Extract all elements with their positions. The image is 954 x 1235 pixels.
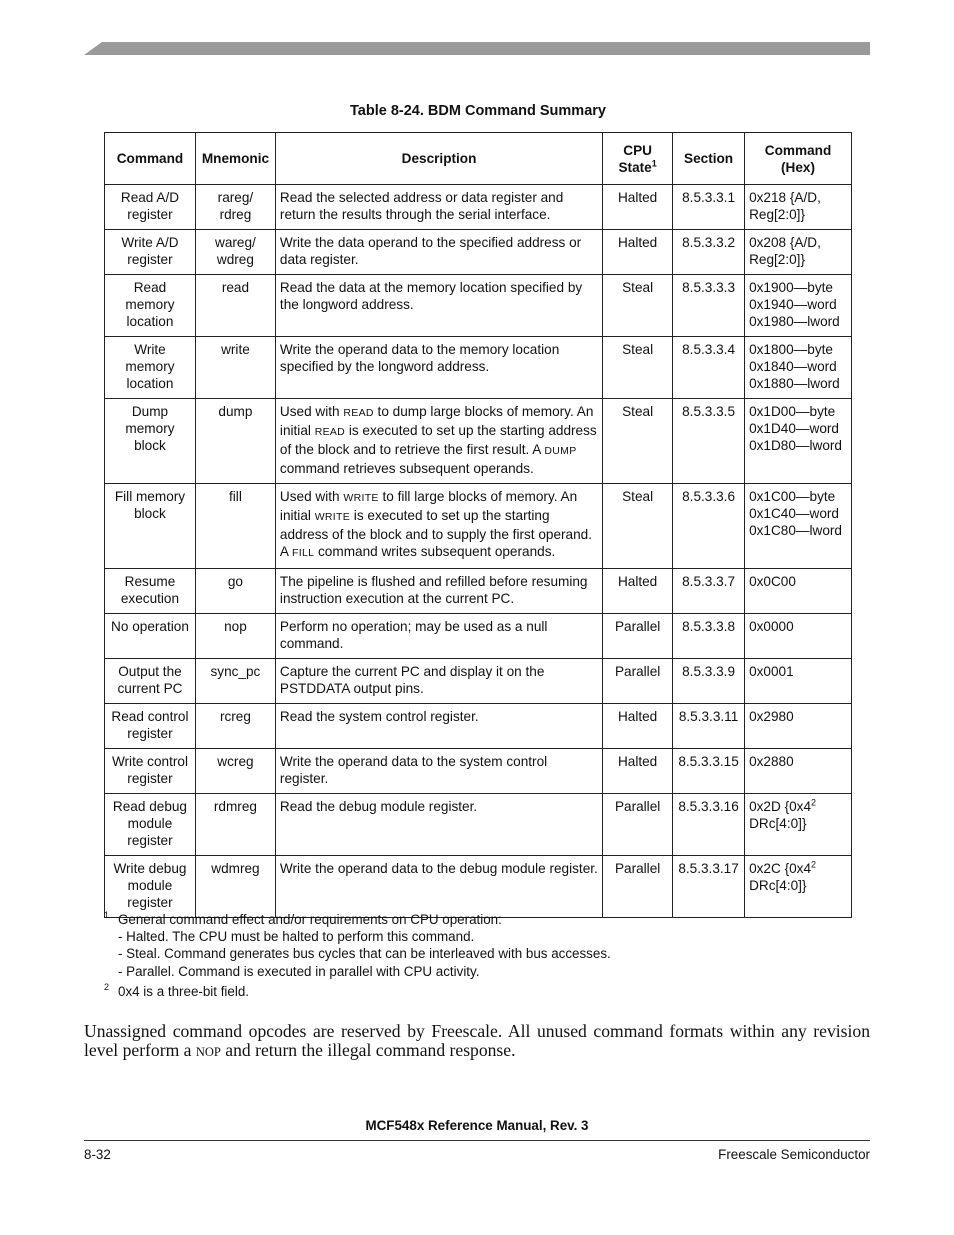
description-text: to fill large blocks of memory. An initial bbox=[279, 489, 578, 523]
cell-cpu-state: Halted bbox=[603, 704, 673, 749]
small-caps-mnemonic: WRITE bbox=[343, 492, 379, 504]
small-caps-mnemonic: DUMP bbox=[544, 445, 577, 457]
cell-hex bbox=[745, 659, 852, 704]
hex-line bbox=[749, 505, 847, 522]
hex-text: 0x1C40—word bbox=[749, 506, 839, 521]
cell-section: 8.5.3.3.16 bbox=[673, 794, 745, 856]
bdm-command-table bbox=[104, 132, 852, 918]
table-row bbox=[105, 230, 852, 275]
description-text: is executed to set up the starting address of the block and to retrieve the first result. A bbox=[279, 423, 597, 457]
table-row bbox=[105, 749, 852, 794]
cell-mnemonic: wcreg bbox=[195, 749, 275, 794]
hex-text: 0x1D80—lword bbox=[749, 438, 842, 453]
cell-section: 8.5.3.3.3 bbox=[673, 275, 745, 337]
description-text: to dump large blocks of memory. An initial bbox=[279, 404, 594, 438]
table-row bbox=[105, 484, 852, 569]
hex-line bbox=[749, 708, 847, 725]
cell-cpu-state: Steal bbox=[603, 337, 673, 399]
cell-mnemonic: write bbox=[195, 337, 275, 399]
table-row bbox=[105, 399, 852, 484]
hex-text: 0x0000 bbox=[749, 619, 794, 634]
table-row bbox=[105, 185, 852, 230]
footnote-mark: 2 bbox=[104, 981, 110, 992]
table-row bbox=[105, 794, 852, 856]
cell-mnemonic: wdmreg bbox=[195, 856, 275, 918]
cell-section: 8.5.3.3.11 bbox=[673, 704, 745, 749]
cell-section: 8.5.3.3.4 bbox=[673, 337, 745, 399]
hex-text: 0x1D40—word bbox=[749, 421, 839, 436]
hex-line bbox=[749, 341, 847, 358]
footnote-subitem: - Parallel. Command is executed in parallel with CPU activity. bbox=[118, 963, 480, 979]
hex-text: 0x1C80—lword bbox=[749, 523, 842, 538]
hex-text: DRc[4:0]} bbox=[749, 816, 807, 831]
cell-description: Write the data operand to the specified address or data register. bbox=[275, 230, 602, 275]
hex-line bbox=[749, 234, 847, 268]
footnote-ref-2: 2 bbox=[811, 859, 817, 870]
cell-mnemonic: rareg/ rdreg bbox=[195, 185, 275, 230]
description-text: is executed to set up the starting address of the block and to supply the first operand. A bbox=[279, 508, 593, 559]
cell-cpu-state: Parallel bbox=[603, 856, 673, 918]
hex-text: 0x1C00—byte bbox=[749, 489, 836, 504]
hex-line bbox=[749, 189, 847, 223]
nop-mnemonic: NOP bbox=[195, 1045, 221, 1059]
cell-cpu-state: Halted bbox=[603, 185, 673, 230]
cell-command: Read memory location bbox=[105, 275, 196, 337]
footnote-mark: 1 bbox=[104, 910, 110, 920]
hex-line bbox=[749, 403, 847, 420]
footnote-ref-1: 1 bbox=[651, 157, 657, 168]
small-caps-mnemonic: READ bbox=[343, 407, 374, 419]
cell-cpu-state: Steal bbox=[603, 484, 673, 569]
cell-section: 8.5.3.3.17 bbox=[673, 856, 745, 918]
cell-hex bbox=[745, 614, 852, 659]
hex-line bbox=[749, 798, 847, 815]
hex-text: 0x218 {A/D, Reg[2:0]} bbox=[749, 190, 821, 222]
cell-mnemonic: fill bbox=[195, 484, 275, 569]
hex-text: 0x2880 bbox=[749, 754, 794, 769]
cell-section: 8.5.3.3.15 bbox=[673, 749, 745, 794]
table-row bbox=[105, 704, 852, 749]
cell-description bbox=[275, 399, 602, 484]
header-cpu-state bbox=[603, 133, 673, 185]
hex-text: DRc[4:0]} bbox=[749, 878, 807, 893]
hex-line bbox=[749, 815, 847, 832]
cell-cpu-state: Parallel bbox=[603, 659, 673, 704]
description-text: command retrieves subsequent operands. bbox=[279, 461, 534, 476]
cell-section: 8.5.3.3.6 bbox=[673, 484, 745, 569]
cell-description: Write the operand data to the debug module register. bbox=[275, 856, 602, 918]
footnote-ref-2: 2 bbox=[811, 797, 817, 808]
table-footnotes bbox=[104, 911, 611, 1000]
cell-mnemonic: sync_pc bbox=[195, 659, 275, 704]
hex-line bbox=[749, 296, 847, 313]
hex-text: 0x1900—byte bbox=[749, 280, 833, 295]
hex-line bbox=[749, 358, 847, 375]
hex-text: 0x2C {0x4 bbox=[749, 861, 812, 876]
cell-hex bbox=[745, 794, 852, 856]
header-hex: Command (Hex) bbox=[745, 133, 852, 185]
hex-text: 0x0C00 bbox=[749, 574, 796, 589]
cell-hex bbox=[745, 856, 852, 918]
table-header-row bbox=[105, 133, 852, 185]
cell-description: Capture the current PC and display it on the PSTDDATA output pins. bbox=[275, 659, 602, 704]
header-mnemonic: Mnemonic bbox=[195, 133, 275, 185]
description-text: command writes subsequent operands. bbox=[314, 544, 556, 559]
cell-mnemonic: rdmreg bbox=[195, 794, 275, 856]
cell-description: Read the data at the memory location specified by the longword address. bbox=[275, 275, 602, 337]
table-row bbox=[105, 659, 852, 704]
cell-description: Write the operand data to the memory location specified by the longword address. bbox=[275, 337, 602, 399]
table-row bbox=[105, 275, 852, 337]
cell-cpu-state: Steal bbox=[603, 275, 673, 337]
hex-text: 0x1800—byte bbox=[749, 342, 833, 357]
cell-cpu-state: Parallel bbox=[603, 794, 673, 856]
cell-command: Resume execution bbox=[105, 569, 196, 614]
cell-cpu-state: Halted bbox=[603, 569, 673, 614]
cell-hex bbox=[745, 749, 852, 794]
cell-command: Fill memory block bbox=[105, 484, 196, 569]
hex-line bbox=[749, 420, 847, 437]
footnote-text: 0x4 is a three-bit field. bbox=[118, 983, 249, 999]
footnote bbox=[104, 911, 611, 980]
cell-command: Write A/D register bbox=[105, 230, 196, 275]
hex-line bbox=[749, 375, 847, 392]
hex-line bbox=[749, 663, 847, 680]
cell-hex bbox=[745, 337, 852, 399]
header-cpu-state-label: CPU State bbox=[618, 142, 652, 175]
hex-text: 0x1980—lword bbox=[749, 314, 840, 329]
cell-command: Read A/D register bbox=[105, 185, 196, 230]
cell-section: 8.5.3.3.5 bbox=[673, 399, 745, 484]
cell-mnemonic: read bbox=[195, 275, 275, 337]
table-row bbox=[105, 337, 852, 399]
company-name: Freescale Semiconductor bbox=[718, 1147, 870, 1162]
cell-mnemonic: wareg/ wdreg bbox=[195, 230, 275, 275]
table-row bbox=[105, 856, 852, 918]
hex-line bbox=[749, 488, 847, 505]
cell-command: Read control register bbox=[105, 704, 196, 749]
cell-hex bbox=[745, 484, 852, 569]
cell-cpu-state: Steal bbox=[603, 399, 673, 484]
cell-description: Write the operand data to the system control register. bbox=[275, 749, 602, 794]
cell-mnemonic: rcreg bbox=[195, 704, 275, 749]
small-caps-mnemonic: READ bbox=[314, 426, 346, 438]
small-caps-mnemonic: FILL bbox=[292, 547, 315, 559]
footnote-text: General command effect and/or requirements on CPU operation: bbox=[118, 912, 502, 927]
hex-text: 0x208 {A/D, Reg[2:0]} bbox=[749, 235, 821, 267]
cell-mnemonic: nop bbox=[195, 614, 275, 659]
hex-text: 0x1940—word bbox=[749, 297, 837, 312]
header-section: Section bbox=[673, 133, 745, 185]
cell-hex bbox=[745, 185, 852, 230]
cell-description: Perform no operation; may be used as a null command. bbox=[275, 614, 602, 659]
hex-text: 0x1D00—byte bbox=[749, 404, 836, 419]
cell-hex bbox=[745, 569, 852, 614]
cell-description: Read the selected address or data register and return the results through the serial interface. bbox=[275, 185, 602, 230]
cell-mnemonic: go bbox=[195, 569, 275, 614]
cell-command: Write memory location bbox=[105, 337, 196, 399]
description-text: Used with bbox=[279, 489, 344, 504]
footnote-subitem: - Halted. The CPU must be halted to perform this command. bbox=[118, 929, 475, 945]
footer-divider bbox=[84, 1140, 870, 1141]
cell-cpu-state: Halted bbox=[603, 749, 673, 794]
cell-section: 8.5.3.3.2 bbox=[673, 230, 745, 275]
table-row bbox=[105, 614, 852, 659]
paragraph-text-before: Unassigned command opcodes are reserved by Freescale. All unused command formats within any revision level perform a bbox=[84, 1021, 870, 1060]
cell-command: Output the current PC bbox=[105, 659, 196, 704]
cell-section: 8.5.3.3.8 bbox=[673, 614, 745, 659]
hex-line bbox=[749, 860, 847, 877]
hex-text: 0x0001 bbox=[749, 664, 794, 679]
cell-description: Read the system control register. bbox=[275, 704, 602, 749]
footnote bbox=[104, 983, 611, 1000]
hex-text: 0x2980 bbox=[749, 709, 794, 724]
cell-cpu-state: Parallel bbox=[603, 614, 673, 659]
header-description: Description bbox=[275, 133, 602, 185]
cell-cpu-state: Halted bbox=[603, 230, 673, 275]
header-command: Command bbox=[105, 133, 196, 185]
cell-hex bbox=[745, 230, 852, 275]
cell-command: Read debug module register bbox=[105, 794, 196, 856]
cell-section: 8.5.3.3.7 bbox=[673, 569, 745, 614]
page-number: 8-32 bbox=[84, 1147, 111, 1162]
body-paragraph bbox=[84, 1022, 870, 1062]
hex-line bbox=[749, 877, 847, 894]
cell-command: Write control register bbox=[105, 749, 196, 794]
cell-mnemonic: dump bbox=[195, 399, 275, 484]
header-bar bbox=[84, 42, 870, 55]
cell-command: Write debug module register bbox=[105, 856, 196, 918]
paragraph-text-after: and return the illegal command response. bbox=[220, 1040, 516, 1060]
hex-line bbox=[749, 618, 847, 635]
cell-section: 8.5.3.3.1 bbox=[673, 185, 745, 230]
cell-hex bbox=[745, 275, 852, 337]
cell-description bbox=[275, 484, 602, 569]
footnote-subitem: - Steal. Command generates bus cycles that can be interleaved with bus accesses. bbox=[118, 946, 611, 962]
table-body bbox=[105, 185, 852, 918]
cell-command: No operation bbox=[105, 614, 196, 659]
table-title: Table 8-24. BDM Command Summary bbox=[350, 103, 606, 119]
table-row bbox=[105, 569, 852, 614]
hex-line bbox=[749, 522, 847, 539]
hex-text: 0x1880—lword bbox=[749, 376, 840, 391]
hex-text: 0x2D {0x4 bbox=[749, 799, 812, 814]
cell-command: Dump memory block bbox=[105, 399, 196, 484]
cell-description: The pipeline is flushed and refilled before resuming instruction execution at the current PC. bbox=[275, 569, 602, 614]
hex-line bbox=[749, 437, 847, 454]
cell-hex bbox=[745, 399, 852, 484]
hex-line bbox=[749, 313, 847, 330]
description-text: Used with bbox=[279, 404, 344, 419]
hex-line bbox=[749, 279, 847, 296]
hex-text: 0x1840—word bbox=[749, 359, 837, 374]
hex-line bbox=[749, 573, 847, 590]
small-caps-mnemonic: WRITE bbox=[314, 511, 351, 523]
footer-manual-title: MCF548x Reference Manual, Rev. 3 bbox=[365, 1118, 589, 1133]
cell-section: 8.5.3.3.9 bbox=[673, 659, 745, 704]
cell-description: Read the debug module register. bbox=[275, 794, 602, 856]
hex-line bbox=[749, 753, 847, 770]
cell-hex bbox=[745, 704, 852, 749]
